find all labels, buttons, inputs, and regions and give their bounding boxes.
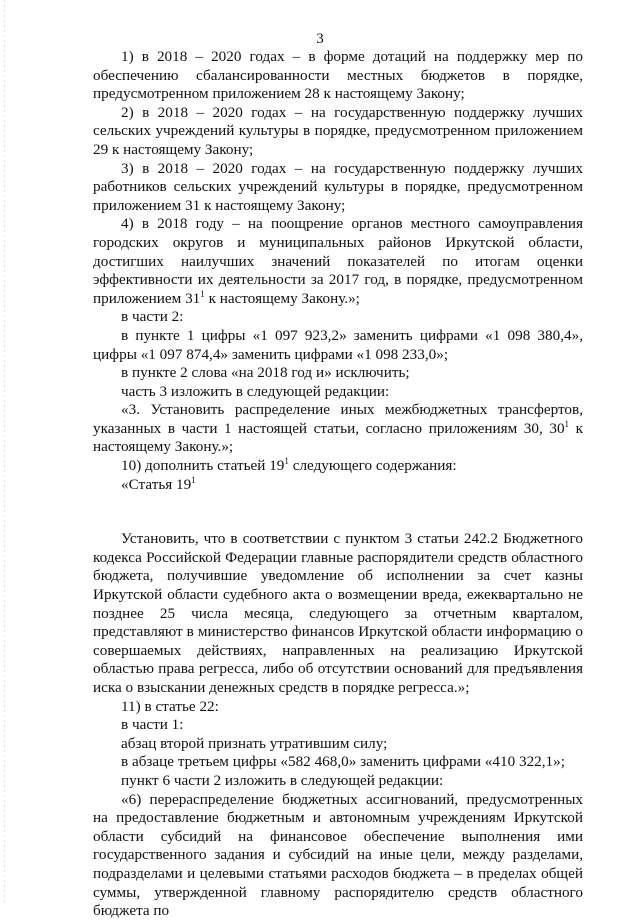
- article-heading: [93, 476, 583, 495]
- paragraph-abzac-2: абзац второй признать утратившим силу;: [121, 734, 388, 752]
- paragraph-item-3: 3) в 2018 – 2020 годах – на государственную поддержку лучших работников сельских учреждений культуры в порядке, предусмотренном приложением 31 к настоящему Закону;: [93, 159, 583, 214]
- superscript-mark: 1: [564, 418, 570, 429]
- scan-edge: [4, 0, 5, 905]
- paragraph-item-4-tail: к настоящему Закону.»;: [204, 289, 360, 307]
- paragraph-item-4-text: 4) в 2018 году – на поощрение органов местного самоуправления городских округов и муниципальных районов Иркутской области, достигших наилучших значений показателей по итогам оценки эффективности их деятельности за 2017 год, в порядке, предусмотренном приложением 31: [93, 215, 583, 307]
- paragraph-point-2: в пункте 2 слова «на 2018 год и» исключить;: [121, 364, 410, 382]
- paragraph-part-3-intro: часть 3 изложить в следующей редакции:: [121, 382, 390, 400]
- paragraph-part-3-text: [93, 401, 583, 457]
- paragraph-item-1: 1) в 2018 – 2020 годах – в форме дотаций на поддержку мер по обеспечению сбалансированности местных бюджетов в порядке, предусмотренном приложением 28 к настоящему Закону;: [93, 48, 583, 103]
- paragraph-item-10-text: 10) дополнить статьей 19: [121, 457, 285, 475]
- paragraph-item-10-tail: следующего содержания:: [288, 457, 457, 475]
- paragraph-part-1: в части 1:: [121, 716, 184, 734]
- paragraph-point-6-intro: пункт 6 части 2 изложить в следующей редакции:: [121, 771, 444, 789]
- superscript-mark: 1: [200, 288, 205, 299]
- paragraph-part-3-main: «3. Установить распределение иных межбюджетных трансфертов, указанных в части 1 настоящей статьи, согласно приложениям 30, 30: [93, 401, 583, 437]
- superscript-mark: 1: [284, 456, 289, 466]
- paragraph-part-3-tail: к настоящему Закону.»;: [93, 419, 583, 456]
- superscript-mark: 1: [191, 474, 196, 485]
- article-heading-text: «Статья 19: [121, 475, 192, 493]
- paragraph-item-4: [93, 215, 583, 308]
- article-body: Установить, что в соответствии с пунктом 3 статьи 242.2 Бюджетного кодекса Российской Федерации главные распорядители средств областного бюджета, получившие уведомление об исполнении за счет казны Иркутской области судебного акта о возмещении вреда, ежеквартально не позднее 25 числа месяца, следующего за отчетным кварталом, представляют в министерство финансов Иркутской области информацию о совершаемых действиях, направленных на реализацию Иркутской областью права регресса, либо об отсутствии оснований для предъявления иска о взыскании денежных средств в порядке регресса.»;: [93, 530, 583, 696]
- paragraph-item-10: [93, 457, 583, 476]
- paragraph-part-2: в части 2:: [121, 308, 184, 326]
- paragraph-point-6-text: «6) перераспределение бюджетных ассигнований, предусмотренных на предоставление бюджетным и автономным учреждениям Иркутской области субсидий на финансовое обеспечение выполнения ими государственного задания и субсидий на иные цели, между разделами, подразделами и целевыми статьями расходов бюджета – в пределах общей суммы, утвержденной главному распорядителю средств областного бюджета по: [93, 790, 583, 920]
- document-body: [93, 48, 583, 921]
- paragraph-item-2: 2) в 2018 – 2020 годах – на государственную поддержку лучших сельских учреждений культуры в порядке, предусмотренном приложением 29 к настоящему Закону;: [93, 103, 583, 158]
- paragraph-point-1: в пункте 1 цифры «1 097 923,2» заменить цифрами «1 098 380,4», цифры «1 097 874,4» заменить цифрами «1 098 233,0»;: [93, 326, 583, 363]
- paragraph-item-11: 11) в статье 22:: [121, 697, 219, 715]
- paragraph-abzac-3: в абзаце третьем цифры «582 468,0» заменить цифрами «410 322,1»;: [121, 753, 565, 771]
- page-number: 3: [316, 31, 324, 47]
